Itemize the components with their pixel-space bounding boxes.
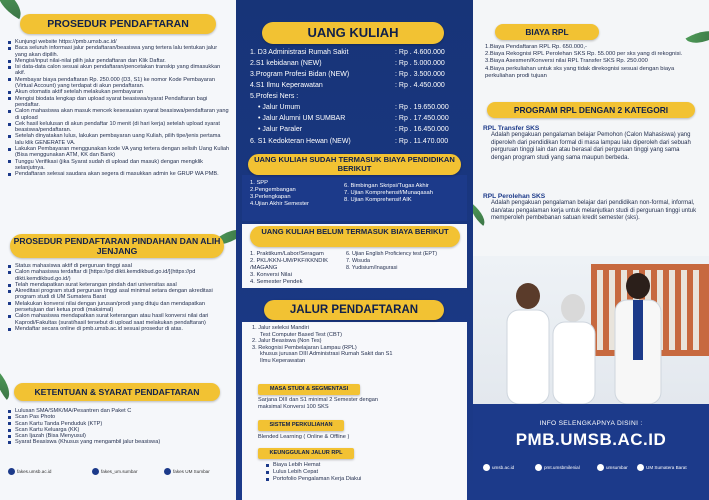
social-tiktok[interactable]	[597, 464, 628, 471]
list-item: Akreditasi program studi perguruan tinggi asal minimal setara dengan akreditasi program studi di UM Sumatera Barat	[8, 288, 230, 301]
social-facebook[interactable]	[164, 468, 210, 475]
list-item: Scan Ijazah (Bisa Menyusul)	[8, 433, 230, 439]
pindahan-header: PROSEDUR PENDAFTARAN PINDAHAN DAN ALIH JENJANG	[10, 234, 224, 258]
left-panel	[0, 0, 236, 500]
fee-price: : Rp . 19.650.000	[395, 104, 449, 111]
perolehan-title: RPL Perolehan SKS	[483, 193, 546, 200]
jalur-list	[252, 325, 462, 365]
unggulan-badge: KEUNGGULAN JALUR RPL	[258, 448, 354, 459]
facebook-icon	[164, 468, 171, 475]
list-item: Lulus Lebih Cepat	[266, 469, 416, 476]
students-illustration	[473, 256, 709, 404]
fee-row	[250, 104, 460, 111]
list-item: Test Computer Based Test (CBT)	[260, 331, 342, 338]
sistem-badge: SISTEM PERKULIAHAN	[258, 420, 344, 431]
social-label: fakes UM Sumbar	[173, 469, 210, 474]
fee-label: 4.S1 Ilmu Keperawatan	[250, 82, 323, 89]
pindahan-list	[8, 263, 230, 332]
list-item: Isi data-data calon sesuai akun pendaftaran/pencetakan transkip yang dimasukkan akif.	[8, 64, 230, 77]
tiktok-icon	[597, 464, 604, 471]
fee-label: 6. S1 Kedokteran Hewan (NEW)	[250, 138, 351, 145]
fee-price: : Rp . 16.450.000	[395, 126, 449, 133]
list-item: 2. PKL/KKN-UM/PKF/KKNDIK /MAGANG	[250, 258, 328, 271]
termasuk-header: UANG KULIAH SUDAH TERMASUK BIAYA PENDIDIKAN BERIKUT	[248, 154, 461, 175]
social-label: fakes.umsb.ac.id	[17, 469, 52, 474]
social-website[interactable]	[8, 468, 51, 475]
fee-price: : Rp . 17.450.000	[395, 115, 449, 122]
list-item: Telah mendapatkan surat keterangan pindah dari universitas asal	[8, 282, 230, 288]
list-item: 2. Jalur Beasiswa (Non Tes)	[252, 338, 322, 345]
list-item: 2.Pengembangan	[250, 187, 296, 193]
social-label: umsumbar	[606, 465, 628, 470]
social-label: UM Sumatera Barat	[646, 465, 687, 470]
biaya-rpl-list	[485, 44, 699, 80]
list-item: Calon mahasiswa akan masuk mencek kesesuaian syarat beasiswa/pendaftaran yang di upload	[8, 108, 230, 121]
list-item: Mengisi biodata lengkap dan upload syarat beasiswa/syarat Pendaftaran bagi pendaftar.	[8, 96, 230, 109]
leaf-decoration	[0, 372, 16, 400]
instagram-icon	[535, 464, 542, 471]
program-header: PROGRAM RPL DENGAN 2 KATEGORI	[487, 102, 695, 118]
transfer-text: Adalah pengakuan pengalaman belajar Pemohon (Calon Mahasiswa) yang diperoleh dari pendidikan formal di masa lampau lalu diperoleh dari sebuah perguruan tinggi lain dan atau berasal dari perguruan tinggi yang sama dengan program studi yang sama maupun berbeda.	[491, 132, 691, 161]
social-label: pmt.umsbmilenial	[544, 465, 580, 470]
youtube-icon	[637, 464, 644, 471]
masa-badge: MASA STUDI & SEGMENTASI	[258, 384, 360, 395]
fee-row	[250, 115, 460, 122]
fee-label: 5.Profesi Ners :	[250, 93, 299, 100]
list-item: Lulusan SMA/SMK/MA/Pesantren dan Paket C	[8, 408, 230, 414]
fee-label: • Jalur Paraler	[258, 126, 303, 133]
belum-left	[250, 251, 346, 286]
globe-icon	[483, 464, 490, 471]
list-item: Portofolio Pengalaman Kerja Diakui	[266, 476, 416, 483]
fee-price: : Rp . 5.000.000	[395, 60, 445, 67]
social-label: fakes_um.sumbar	[101, 469, 138, 474]
transfer-title: RPL Transfer SKS	[483, 125, 540, 132]
fee-row	[250, 93, 460, 100]
list-item: Cek hasil kelulusan di akun pendaftar 10 menit (di hari kerja) setelah upload syarat beasiswa/pendaftaran.	[8, 121, 230, 134]
list-item: 4.Biaya perkuliahan untuk sks yang tidak direkognisi sesuai dengan biaya perkuliahan prodi tujuan	[485, 65, 675, 79]
perolehan-section	[483, 193, 701, 223]
fee-price: : Rp . 3.500.000	[395, 71, 445, 78]
list-item: 2.Biaya Rekognisi RPL Perolehan SKS Rp. 55.000 per sks yang di rekognisi.	[485, 51, 683, 58]
list-item: Setelah dinyatakan lulus, lakukan pembayaran uang Kuliah, pilih tipe/jenis pertama lalu klik GENERATE VA.	[8, 133, 230, 146]
fee-row	[250, 82, 460, 89]
termasuk-right	[344, 183, 470, 204]
uang-kuliah-header: UANG KULIAH	[262, 22, 444, 44]
info-label: INFO SELENGKAPNYA DISINI :	[539, 420, 643, 427]
list-item: Tunggu Verifikasi (jika Syarat sudah di upload dan masuk) dengan mengklik selanjutnya.	[8, 159, 230, 172]
list-item: Mendaftar secara online di pmb.umsb.ac.id sesuai prosedur di atas.	[8, 326, 230, 332]
list-item: 8. Ujian Komprehensif AIK	[344, 197, 412, 203]
fee-row	[250, 49, 460, 56]
list-item: 4.Ujian Akhir Semester	[250, 201, 309, 207]
list-item: 1.Biaya Pendaftaran RPL Rp. 650.000,-	[485, 44, 587, 50]
list-item: Scan Kartu Tanda Penduduk (KTP)	[8, 421, 230, 427]
list-item: Calon mahasiswa terdaftar di [https://pd dikti.kemdikbud.go.id/](https://pd dikti.kemdikbud.go.id/)	[8, 269, 230, 282]
list-item: 6. Ujian English Proficiency test (EPT)	[346, 251, 438, 257]
list-item: Scan Pas Photo	[8, 414, 230, 420]
list-item: Calon mahasiswa mendapatkan surat keterangan atau hasil konversi nilai dari Kaprodi/Fakultas (surat/hasil tersebut di upload saat melakukan pendaftaran)	[8, 313, 230, 326]
fee-row	[250, 138, 460, 145]
website-link[interactable]: PMB.UMSB.AC.ID	[515, 430, 667, 449]
social-label: umsb.ac.id	[492, 465, 515, 470]
fee-price: : Rp . 4.450.000	[395, 82, 445, 89]
perolehan-text: Adalah pengakuan pengalaman belajar dari pendidikan non-formal, informal, dan/atau pengalaman kerja untuk melanjutkan studi di perguruan tinggi untuk memperoleh pembebanan satuan kredit semester (sks).	[491, 200, 697, 222]
list-item: Mengisi/input nilai-nilai pilih jalur pendaftaran dan Klik Daftar.	[8, 58, 230, 64]
termasuk-left	[250, 180, 350, 208]
list-item: Scan Kartu Keluarga (KK)	[8, 427, 230, 433]
fee-row	[250, 71, 460, 78]
fee-price: : Rp . 11.470.000	[395, 138, 449, 145]
list-item: 7. Ujian Komprehensif/Munaqasah	[344, 190, 433, 196]
fee-row	[250, 60, 460, 67]
footer-block	[473, 404, 709, 500]
instagram-icon	[92, 468, 99, 475]
ketentuan-header: KETENTUAN & SYARAT PENDAFTARAN	[14, 383, 220, 401]
fee-label: 2.S1 kebidanan (NEW)	[250, 60, 322, 67]
social-website[interactable]	[483, 464, 514, 471]
list-item: 3.Perlengkapan	[250, 194, 291, 200]
fee-label: 3.Program Profesi Bidan (NEW)	[250, 71, 350, 78]
list-item: Syarat Beasiswa (Khusus yang mengambil jalur beasiswa)	[8, 439, 230, 445]
list-item: Biaya Lebih Hemat	[266, 462, 416, 469]
belum-header: UANG KULIAH BELUM TERMASUK BIAYA BERIKUT	[250, 226, 460, 247]
social-youtube[interactable]	[637, 464, 687, 471]
fee-label: • Jalur Alumni UM SUMBAR	[258, 115, 346, 122]
fee-label: 1. D3 Administrasi Rumah Sakit	[250, 49, 349, 56]
social-instagram[interactable]	[535, 464, 580, 471]
list-item: 1. SPP	[250, 180, 269, 186]
list-item: 7. Wisuda	[346, 258, 370, 264]
list-item: 8. Yudisium/Inagurasi	[346, 265, 398, 271]
list-item: Membayar biaya pendaftaran Rp. 250.000 (D3, S1) ke nomor Kode Pembayaran (Virtual Account) yang terdapat di akun pendaftaran.	[8, 77, 230, 90]
right-panel	[473, 0, 709, 500]
fee-price: : Rp . 4.600.000	[395, 49, 445, 56]
ketentuan-list	[8, 408, 230, 446]
list-item: Kunjungi website https://pmb.umsb.ac.id/	[8, 39, 230, 45]
middle-panel	[236, 0, 473, 500]
sistem-text: Blended Learning ( Online & Offline )	[258, 434, 350, 440]
fee-row	[250, 126, 460, 133]
list-item: Lakukan Pembayaran menggunakan kode VA yang tertera dengan selisih Uang Kuliah (Bisa menggunakan ATM, KK dan Bank)	[8, 146, 230, 159]
list-item: Pendaftaran selesai saudara akan segera di masukkan admin ke GRUP WA PMB.	[8, 171, 230, 177]
list-item: 3.Biaya Asesmen/Konversi nilai RPL Transfer SKS Rp. 250.000	[485, 58, 648, 65]
campus-photo	[473, 256, 709, 404]
list-item: Baca seluruh informasi jalur pendaftaran/beasiswa yang tertera lalu tentukan jalur yang akan dipilih.	[8, 45, 230, 58]
masa-text: Sarjana DIII dan S1 minimal 2 Semester dengan maksimal Konversi 100 SKS	[258, 397, 379, 410]
fee-label: • Jalur Umum	[258, 104, 301, 111]
list-item: Melakukan konversi nilai dengan jurusan/prodi yang dituju dan mendapatkan persetujuan dari ketua prodi (maksimal)	[8, 301, 230, 314]
transfer-section	[483, 125, 701, 162]
list-item: 1. Jalur seleksi Mandiri	[252, 325, 309, 331]
prosedur-header: PROSEDUR PENDAFTARAN	[20, 14, 216, 34]
belum-right	[346, 251, 470, 272]
list-item: khusus jurusan DIII Administrasi Rumah Sakit dan S1 Ilmu Keperawatan	[260, 351, 393, 364]
unggulan-list	[266, 462, 416, 483]
globe-icon	[8, 468, 15, 475]
list-item: Akun otomatis aktif setelah melakukan pembayaran	[8, 89, 230, 95]
list-item: 1. Praktikum/Labor/Seragam	[250, 251, 324, 257]
prosedur-list	[8, 39, 230, 178]
list-item: 6. Bimbingan Skripsi/Tugas Akhir	[344, 183, 429, 189]
list-item: Status mahasiswa aktif di perguruan tinggi asal	[8, 263, 230, 269]
list-item: 4. Semester Pendek	[250, 279, 303, 285]
jalur-header: JALUR PENDAFTARAN	[264, 300, 444, 320]
list-item: 3. Konversi Nilai	[250, 272, 292, 278]
social-instagram[interactable]	[92, 468, 138, 475]
list-item: 3. Rekognisi Pembelajaran Lampau (RPL)	[252, 344, 357, 351]
biaya-rpl-header: BIAYA RPL	[495, 24, 599, 40]
